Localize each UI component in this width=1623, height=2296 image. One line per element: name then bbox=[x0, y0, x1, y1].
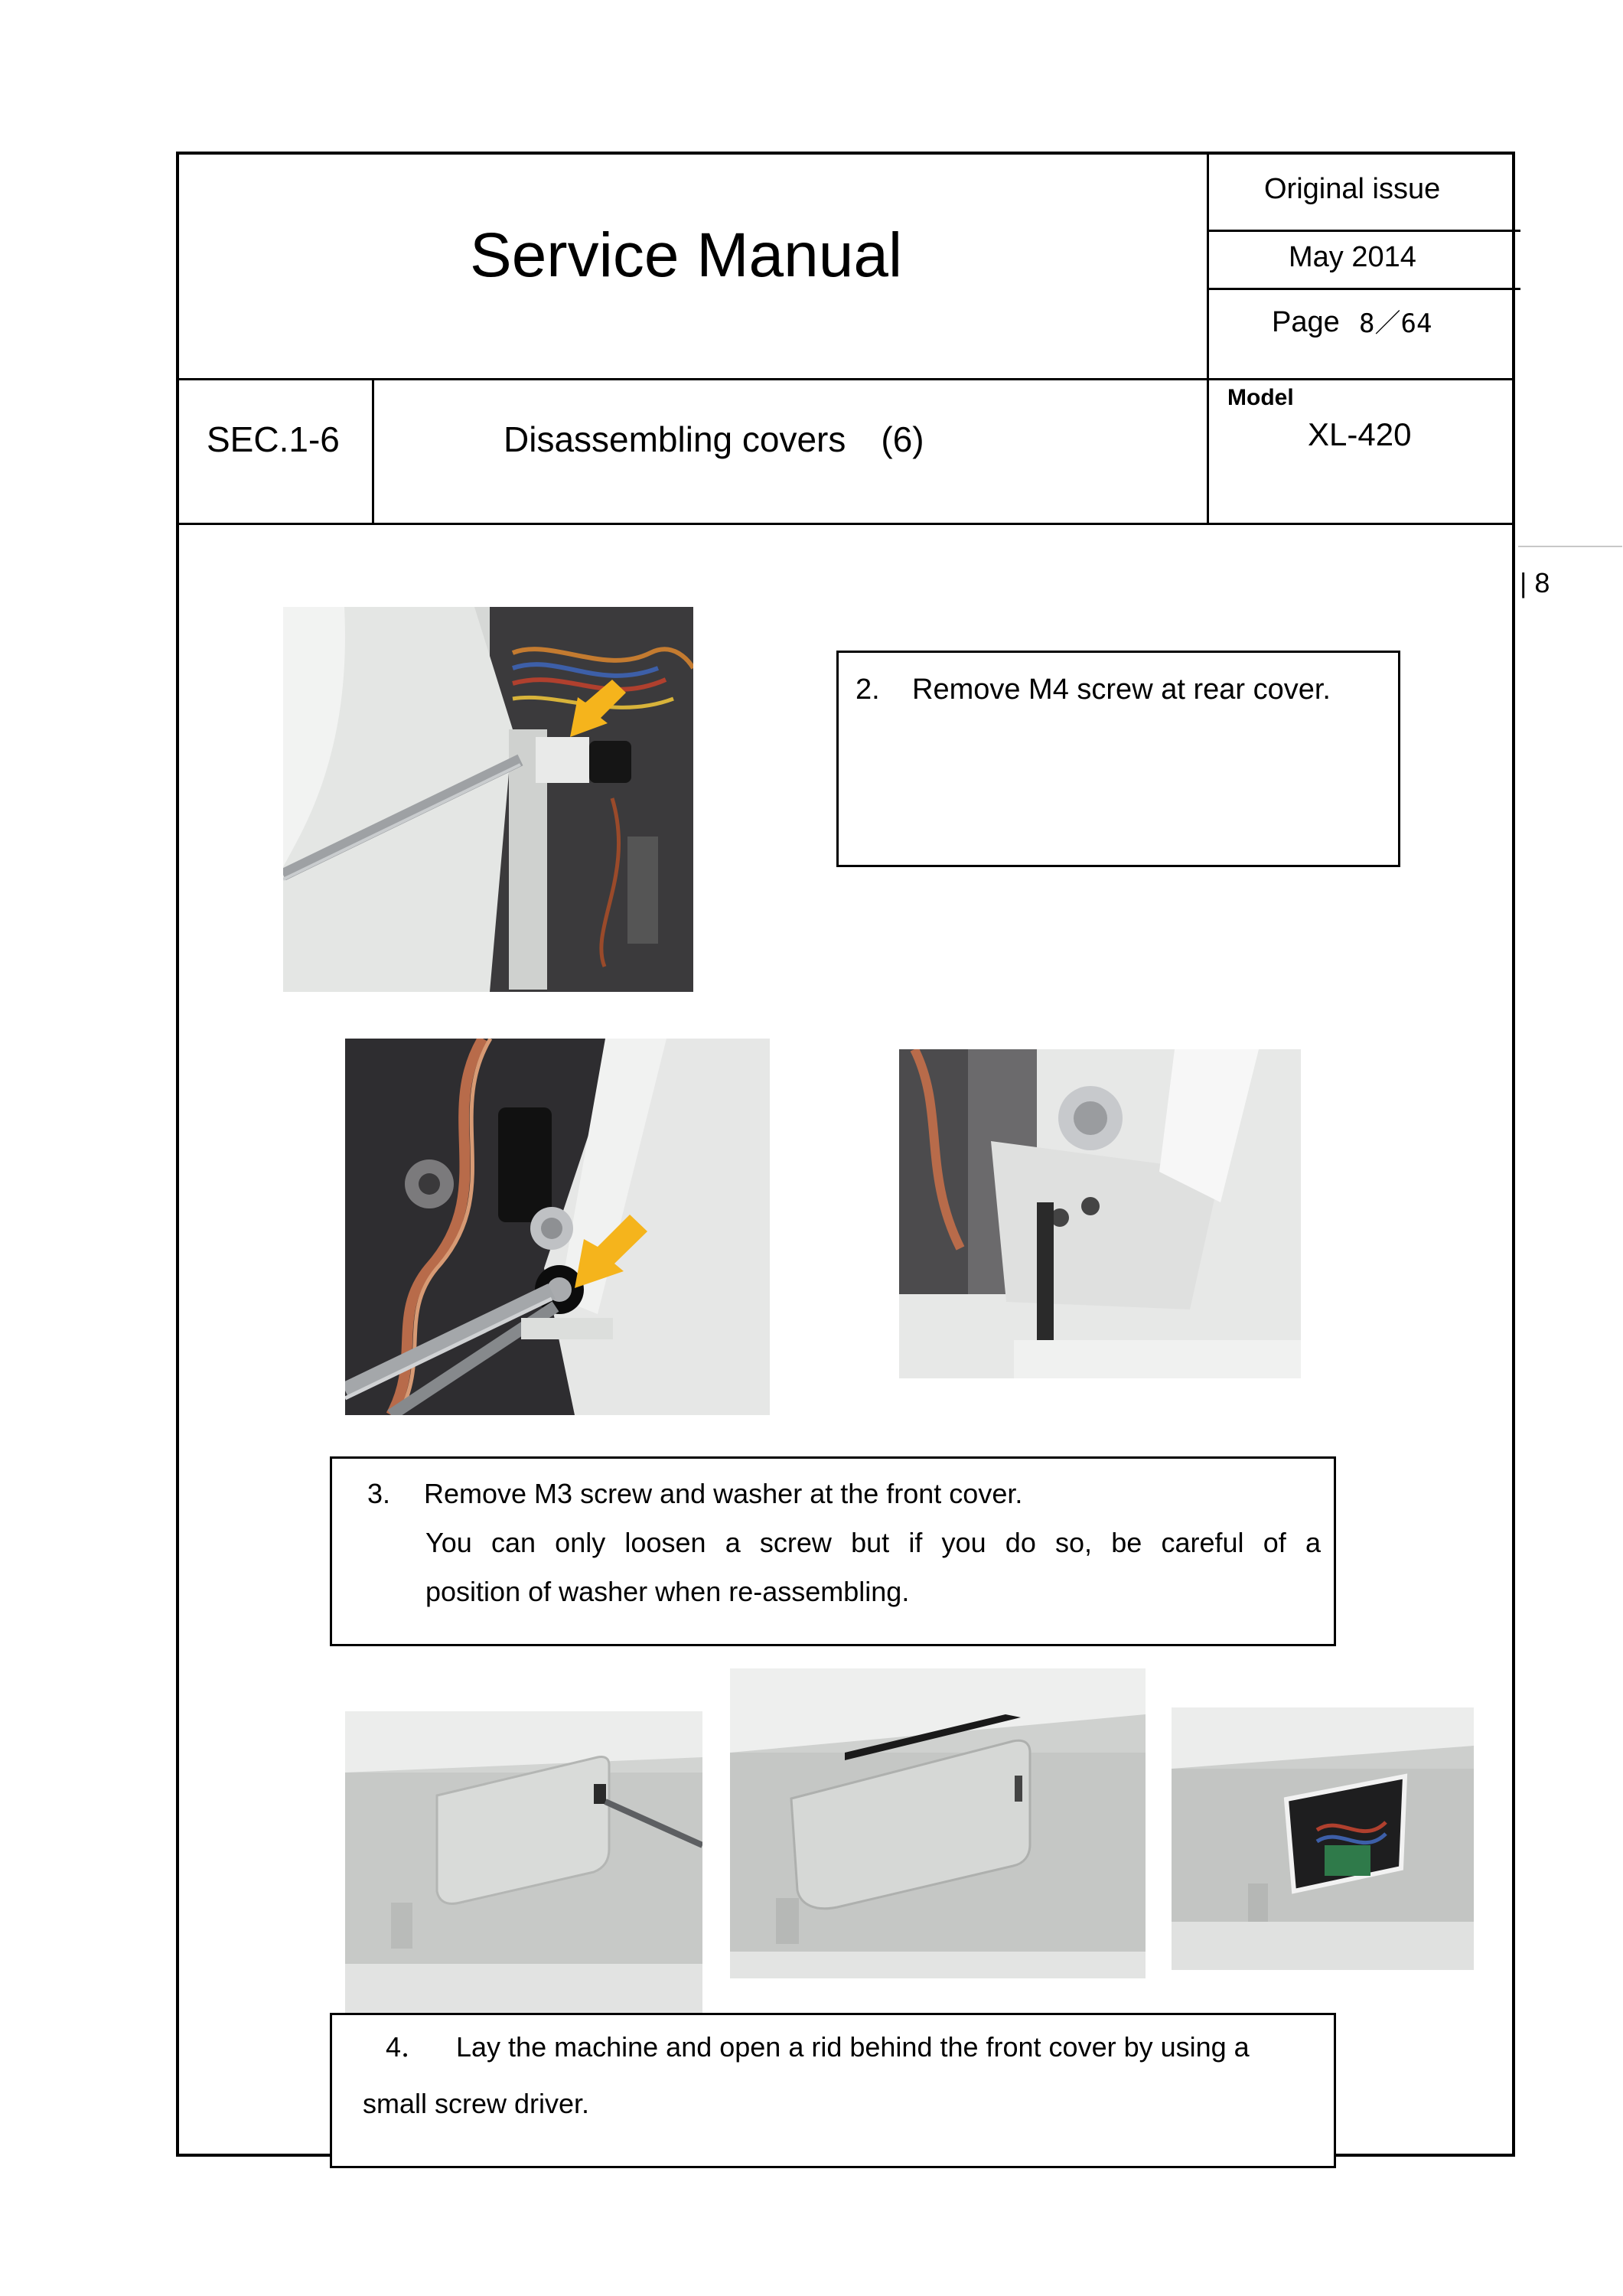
section-title: Disassembling covers (6) bbox=[504, 419, 924, 459]
photo-lid-opening bbox=[730, 1668, 1146, 1978]
step-4-line2: small screw driver. bbox=[363, 2088, 590, 2119]
issue-label: Original issue bbox=[1264, 173, 1441, 205]
issue-row-divider-2 bbox=[1207, 288, 1520, 290]
step-3-line3: position of washer when re-assembling. bbox=[425, 1576, 910, 1607]
header-row-divider bbox=[176, 378, 1515, 380]
page-label: Page bbox=[1272, 306, 1340, 338]
step-3-line1: Remove M3 screw and washer at the front cover. bbox=[424, 1478, 1023, 1509]
step-3-number: 3. bbox=[367, 1478, 391, 1509]
section-number: SEC.1-6 bbox=[207, 419, 340, 459]
photo-front-cover-screw bbox=[345, 1039, 770, 1415]
section-divider bbox=[372, 378, 374, 525]
frame-top bbox=[176, 152, 1515, 155]
margin-rule bbox=[1518, 546, 1622, 547]
page-title: Service Manual bbox=[470, 220, 903, 290]
issue-row-divider-1 bbox=[1207, 230, 1520, 232]
step-4-box bbox=[330, 2013, 1336, 2168]
photo-lid-closed bbox=[345, 1711, 702, 2020]
header-bottom-divider bbox=[176, 523, 1515, 525]
header-right-divider bbox=[1207, 152, 1209, 525]
step-2-text: Remove M4 screw at rear cover. bbox=[912, 673, 1331, 706]
margin-page-marker: | 8 bbox=[1520, 567, 1550, 598]
step-3-box bbox=[330, 1456, 1336, 1646]
issue-date: May 2014 bbox=[1289, 241, 1416, 273]
step-2-box bbox=[836, 651, 1400, 867]
frame-right bbox=[1512, 152, 1515, 2157]
photo-screw-detail bbox=[899, 1049, 1301, 1378]
model-label: Model bbox=[1227, 385, 1294, 410]
step-4-number: 4． bbox=[386, 2031, 429, 2063]
step-3-line2: You can only loosen a screw but if you do so, be careful of a bbox=[425, 1527, 1321, 1558]
photo-lid-open bbox=[1172, 1707, 1474, 1970]
page-number: 8／64 bbox=[1359, 308, 1432, 339]
frame-left bbox=[176, 152, 179, 2157]
model-value: XL-420 bbox=[1308, 416, 1412, 452]
step-4-line1: Lay the machine and open a rid behind the front cover by using a bbox=[456, 2031, 1250, 2063]
photo-rear-cover-screw bbox=[283, 607, 693, 992]
step-2-number: 2. bbox=[855, 673, 880, 706]
